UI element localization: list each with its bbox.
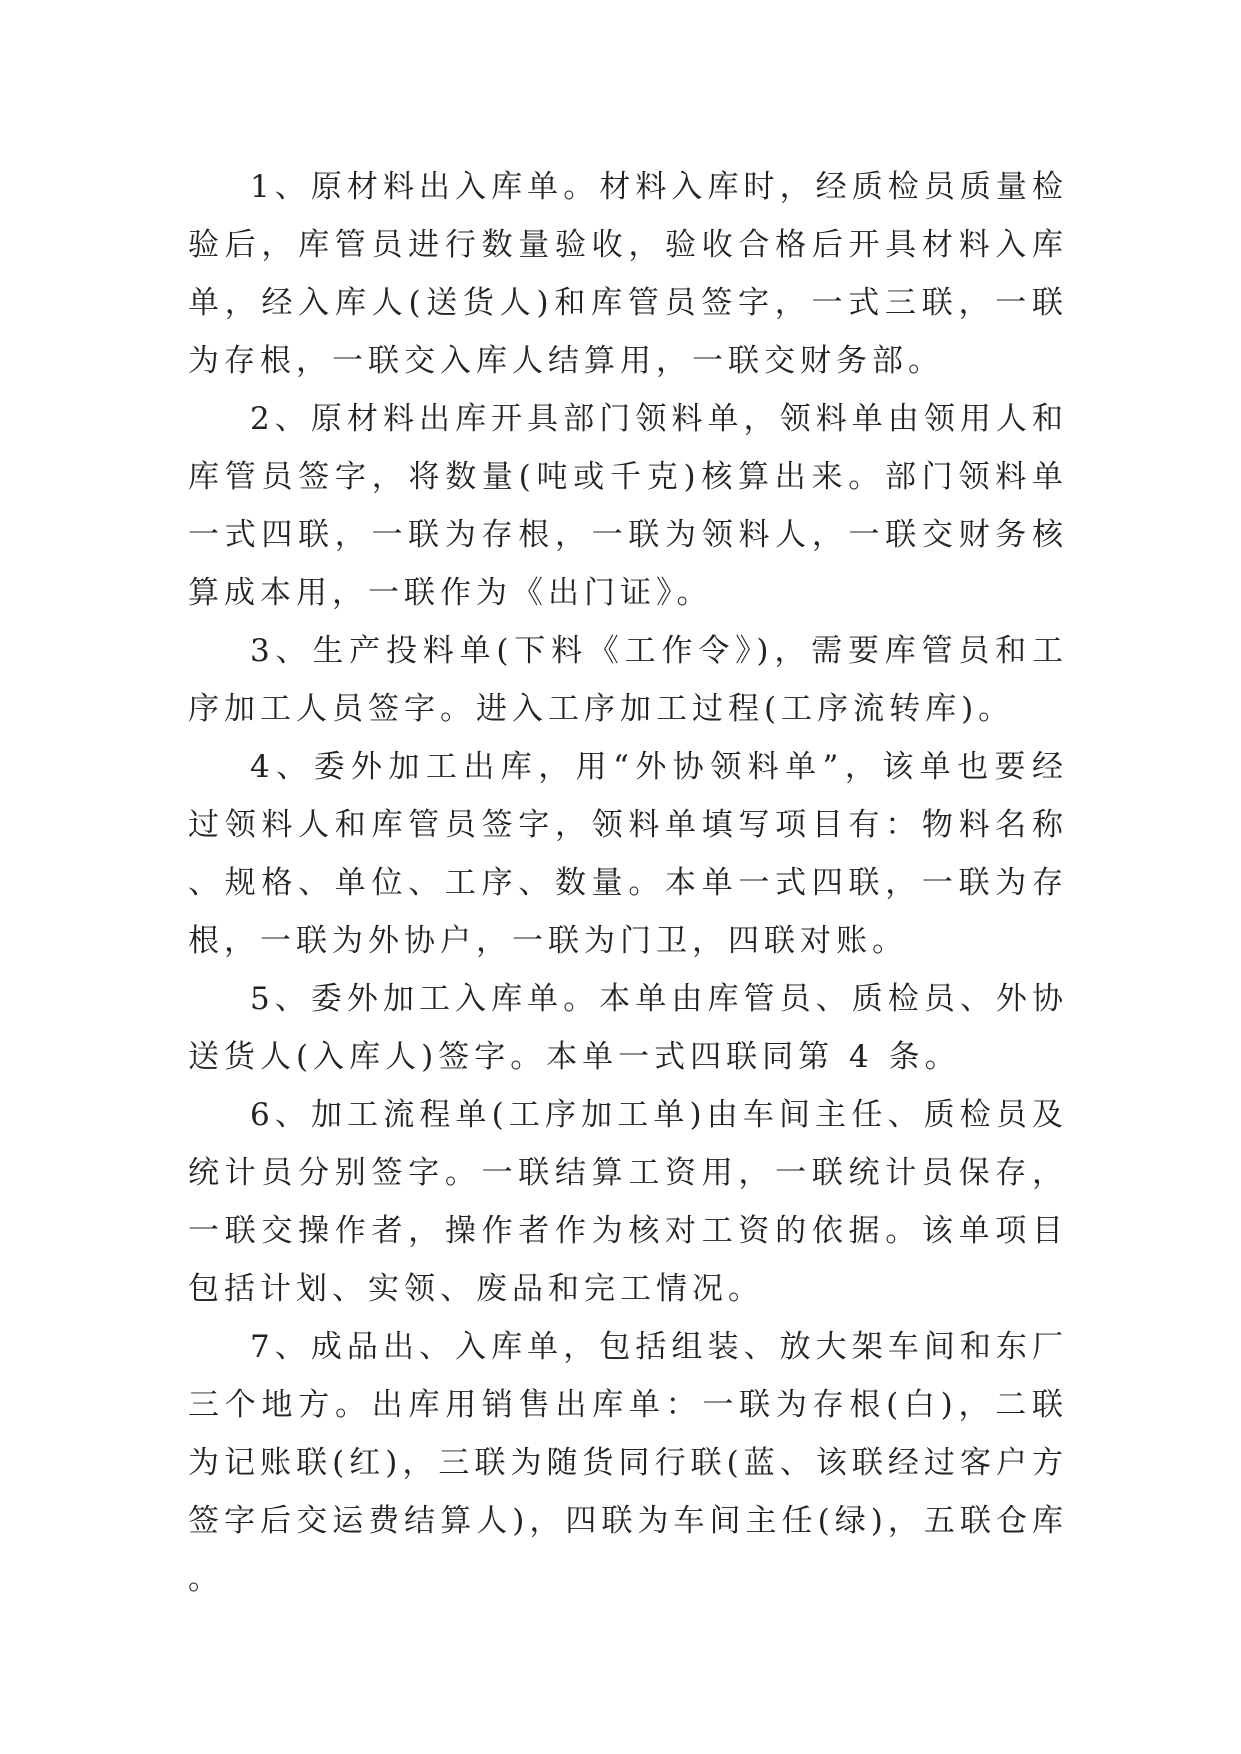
paragraph-7: 7、成品出、入库单，包括组装、放大架车间和东厂三个地方。出库用销售出库单：一联为存根(白)，二联为记账联(红)，三联为随货同行联(蓝、该联经过客户方签字后交运费结算人)，四联为车间主任(绿)，五联仓库。 [188,1329,1068,1597]
paragraph-3: 3、生产投料单(下料《工作令》)，需要库管员和工序加工人员签字。进入工序加工过程(工序流转库)。 [188,633,1068,727]
paragraph-5: 5、委外加工入库单。本单由库管员、质检员、外协送货人(入库人)签字。本单一式四联同第 4 条。 [188,981,1068,1075]
paragraph-4: 4、委外加工出库，用“外协领料单”，该单也要经过领料人和库管员签字，领料单填写项目有：物料名称、规格、单位、工序、数量。本单一式四联，一联为存根，一联为外协户，一联为门卫，四联对账。 [188,749,1068,959]
paragraph-2: 2、原材料出库开具部门领料单，领料单由领用人和库管员签字，将数量(吨或千克)核算出来。部门领料单一式四联，一联为存根，一联为领料人，一联交财务核算成本用，一联作为《出门证》。 [188,401,1068,611]
document-body [188,158,1068,1608]
paragraph-1: 1、原材料出入库单。材料入库时，经质检员质量检验后，库管员进行数量验收，验收合格后开具材料入库单，经入库人(送货人)和库管员签字，一式三联，一联为存根，一联交入库人结算用，一联交财务部。 [188,169,1068,379]
paragraph-6: 6、加工流程单(工序加工单)由车间主任、质检员及统计员分别签字。一联结算工资用，一联统计员保存，一联交操作者，操作者作为核对工资的依据。该单项目包括计划、实领、废品和完工情况。 [188,1097,1068,1307]
